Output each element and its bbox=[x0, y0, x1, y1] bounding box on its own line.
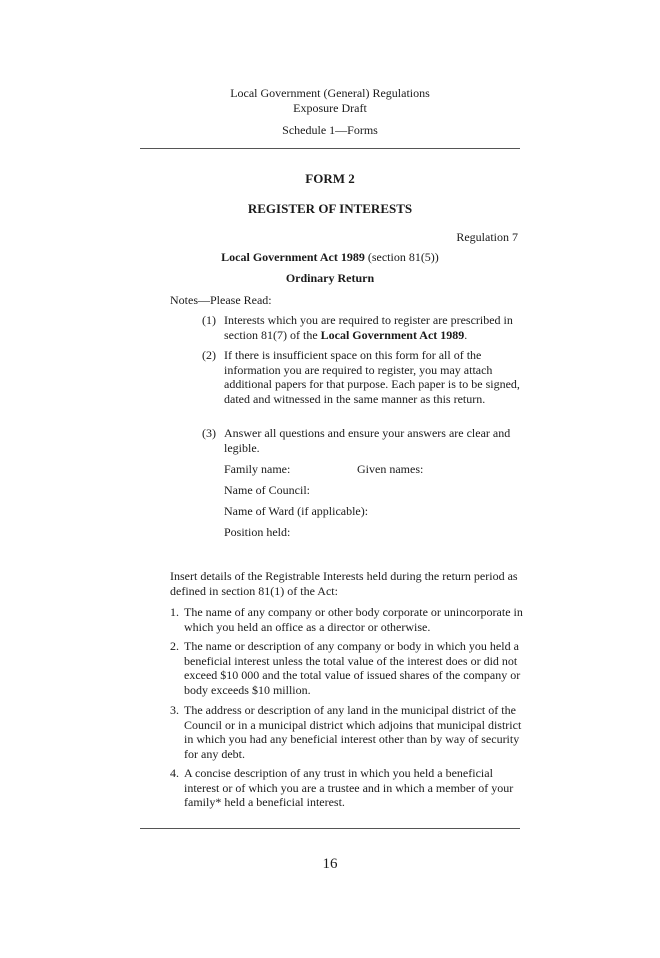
form-number: FORM 2 bbox=[305, 171, 355, 186]
list-item bbox=[170, 766, 530, 810]
item-text: The name of any company or other body corporate or unincorporate in which you held an office as a director or otherwise. bbox=[184, 605, 523, 634]
return-type: Ordinary Return bbox=[285, 271, 375, 285]
item-text: A concise description of any trust in which you held a beneficial interest or of which you are a trustee and in which a member of your family* held a beneficial interest. bbox=[184, 766, 514, 809]
list-item bbox=[170, 605, 530, 634]
list-item bbox=[170, 639, 530, 697]
act-reference bbox=[140, 250, 520, 265]
act-section: (section 81(5)) bbox=[364, 250, 439, 264]
instructions-intro: Insert details of the Registrable Interests held during the return period as defined in section 81(1) of the Act: bbox=[170, 569, 518, 598]
item-text: The address or description of any land in the municipal district of the Council or in a municipal district which adjoins that municipal district in which you had any beneficial interest other than by way of security for any debt. bbox=[184, 703, 522, 761]
act-name: Local Government Act 1989 bbox=[221, 250, 365, 264]
list-item bbox=[170, 703, 530, 761]
note-number: (2) bbox=[202, 348, 216, 362]
note-item bbox=[202, 313, 532, 342]
form-title: REGISTER OF INTERESTS bbox=[247, 201, 413, 216]
note-number: (3) bbox=[202, 426, 216, 440]
item-number: 2. bbox=[170, 639, 179, 653]
header-subtitle: Exposure Draft bbox=[293, 101, 367, 115]
page-number: 16 bbox=[322, 856, 338, 872]
item-number: 1. bbox=[170, 605, 179, 619]
note-text: Answer all questions and ensure your answers are clear and legible. bbox=[224, 426, 511, 455]
note-text: If there is insufficient space on this form for all of the information you are required to register, you may attach additional papers for that purpose. Each paper is to be signed, dated and witnessed in the same manner as this return. bbox=[224, 348, 520, 406]
note-number: (1) bbox=[202, 313, 216, 327]
note-text: Interests which you are required to register are prescribed in section 81(7) of the Local Government Act 1989. bbox=[224, 313, 513, 342]
family-name-label: Family name: bbox=[224, 462, 291, 476]
ward-label: Name of Ward (if applicable): bbox=[224, 504, 369, 518]
item-number: 3. bbox=[170, 703, 179, 717]
given-names-label: Given names: bbox=[357, 462, 424, 476]
note-item bbox=[202, 348, 532, 406]
header-rule bbox=[140, 148, 520, 149]
position-label: Position held: bbox=[224, 525, 291, 539]
footer-rule bbox=[140, 828, 520, 829]
regulation-reference: Regulation 7 bbox=[456, 230, 518, 244]
running-header bbox=[140, 86, 520, 138]
note-item bbox=[202, 426, 532, 455]
header-title: Local Government (General) Regulations bbox=[230, 86, 430, 100]
item-number: 4. bbox=[170, 766, 179, 780]
header-schedule: Schedule 1—Forms bbox=[282, 123, 378, 137]
council-label: Name of Council: bbox=[224, 483, 310, 497]
item-text: The name or description of any company or body in which you held a beneficial interest unless the total value of the interest does or did not exceed $10 000 and the total value of issued shares of the company or body exceeds $10 million. bbox=[184, 639, 521, 697]
notes-heading: Notes—Please Read: bbox=[170, 293, 272, 307]
